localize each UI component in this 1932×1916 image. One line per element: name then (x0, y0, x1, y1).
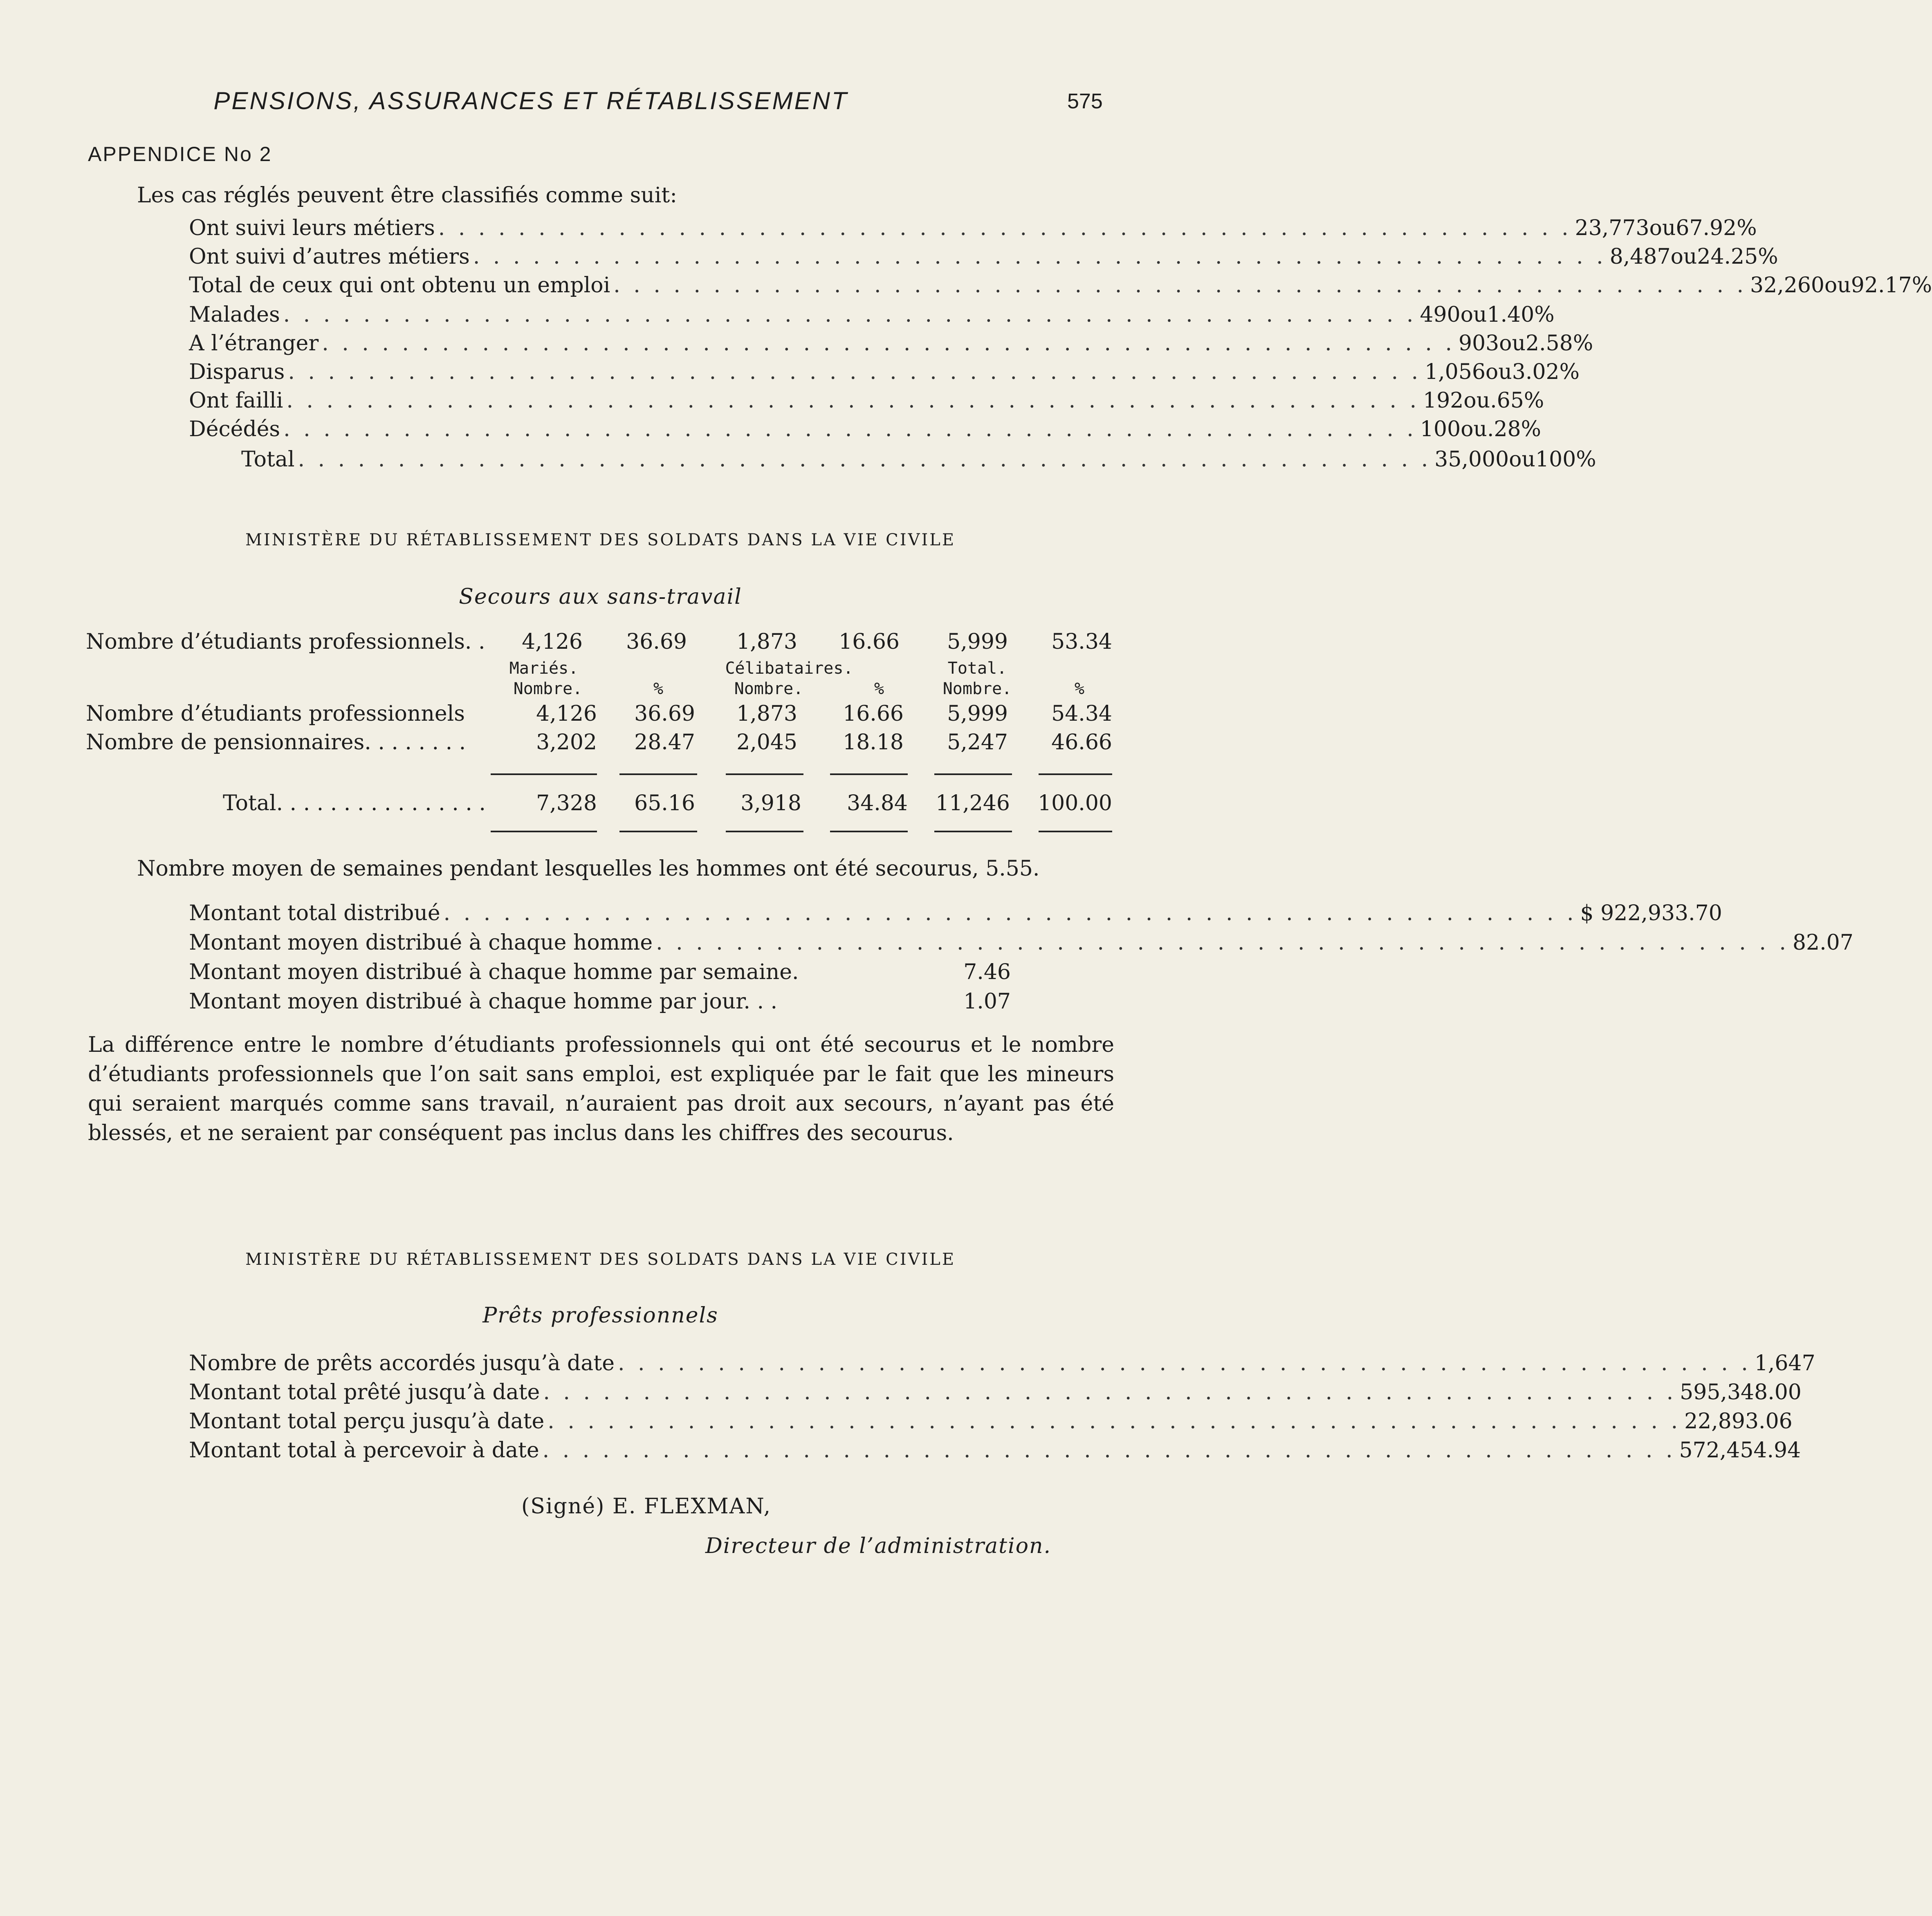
case-ou: ou (1670, 244, 1697, 269)
table-rule (830, 831, 908, 832)
table-rule (830, 773, 908, 775)
amount-label: Montant moyen distribué à chaque homme par semaine. (189, 960, 799, 984)
table-cell: 16.66 (839, 630, 900, 654)
table-rule (1039, 773, 1112, 775)
table-rule (491, 773, 597, 775)
intro-text: Les cas réglés peuvent être classifiés comme suit: (137, 183, 677, 208)
amount-row (189, 989, 1011, 1018)
loan-value: 572,454.94 (1679, 1438, 1801, 1463)
table-cell: 3,202 (536, 730, 597, 755)
leader-dots: . . . . . . . . . . . . . . . . . . . . . . . . . . . . . . . . . . . . . . . . . . . . . . . . . . . . . . . . . (542, 1438, 1676, 1463)
table-cell: 16.66 (843, 701, 904, 726)
case-row (189, 331, 1593, 360)
case-row (189, 360, 1580, 388)
signature-line: (Signé) E. FLEXMAN, (521, 1494, 772, 1519)
case-value: 23,773 (1575, 216, 1649, 240)
case-label: Total (241, 447, 295, 472)
case-value: 192 (1423, 388, 1464, 413)
case-ou: ou (1499, 331, 1526, 356)
column-header: % (1074, 679, 1085, 698)
table-cell: 36.69 (626, 630, 687, 654)
table-cell: 100.00 (1038, 791, 1112, 816)
table-cell: 46.66 (1051, 730, 1112, 755)
case-percent: 1.40% (1487, 303, 1555, 327)
leader-dots: . . . . . . . . . . . . . . . . . . . . . . . . . . . . . . . . . . . . . . . . . . . . . . . . . . . . . . . . . (322, 331, 1455, 356)
table-cell: 1,873 (736, 630, 797, 654)
column-group-header: Total. (947, 659, 1007, 678)
column-group-header: Célibataires. (725, 659, 853, 678)
column-header: % (653, 679, 664, 698)
leader-dots: . . . . . . . . . . . . . . . . . . . . . . . . . . . . . . . . . . . . . . . . . . . . . . . . . . . . . . . . . (283, 417, 1417, 441)
leader-dots: . . . . . . . . . . . . . . . . . . . . . . . . . . . . . . . . . . . . . . . . . . . . . . . . . . . . . . . . . (613, 273, 1747, 298)
case-value: 8,487 (1609, 244, 1671, 269)
leader-dots: . . . . . . . . . . . . . . . . . . . . . . . . . . . . . . . . . . . . . . . . . . . . . . . . . . . . . . . . . (548, 1409, 1681, 1434)
amount-row (189, 930, 1853, 959)
case-ou: ou (1485, 360, 1512, 384)
case-percent: 2.58% (1526, 331, 1593, 356)
loan-label: Montant total perçu jusqu’à date (189, 1409, 545, 1434)
case-row (189, 244, 1778, 273)
table-cell: 4,126 (522, 630, 583, 654)
case-percent: .28% (1487, 417, 1542, 441)
case-ou: ou (1649, 216, 1676, 240)
amount-label: Montant moyen distribué à chaque homme (189, 930, 653, 955)
table-cell: 28.47 (634, 730, 695, 755)
leader-dots: . . . . . . . . . . . . . . . . . . . . . . . . . . . . . . . . . . . . . . . . . . . . . . . . . . . . . . . . . (438, 216, 1572, 240)
column-header: % (874, 679, 884, 698)
case-row (189, 273, 1932, 302)
loan-row (189, 1351, 1815, 1380)
table-row-label: Nombre d’étudiants professionnels (86, 701, 465, 726)
table-cell: 53.34 (1051, 630, 1112, 654)
table-rule (726, 831, 803, 832)
ministry-heading: MINISTÈRE DU RÉTABLISSEMENT DES SOLDATS DANS LA VIE CIVILE (245, 531, 956, 549)
table-rule (619, 831, 697, 832)
average-weeks-text: Nombre moyen de semaines pendant lesquelles les hommes ont été secourus, 5.55. (137, 856, 1040, 881)
case-ou: ou (1461, 417, 1487, 441)
case-label: Ont suivi leurs métiers (189, 216, 435, 240)
amount-row (189, 960, 1011, 988)
loan-row (189, 1438, 1801, 1467)
table-rule (1039, 831, 1112, 832)
case-percent: .65% (1490, 388, 1544, 413)
amount-value: 82.07 (1792, 930, 1853, 955)
case-label: Ont failli (189, 388, 283, 413)
table-cell: 7,328 (536, 791, 597, 816)
note-paragraph: La différence entre le nombre d’étudiants professionnels qui ont été secourus et le nombre d’étudiants professionnels que l’on sait sans emploi, est expliquée par le fait que les mineurs qui seraient marqués comme sans travail, n’auraient pas droit aux secours, n’ayant pas été blessés, et ne seraient par conséquent pas inclus dans les chiffres des secourus. (88, 1033, 1114, 1145)
loan-row (189, 1409, 1793, 1438)
signatory-title: Directeur de l’administration. (705, 1534, 1052, 1558)
table-rule (619, 773, 697, 775)
amount-value: 1.07 (963, 989, 1011, 1014)
case-value: 490 (1420, 303, 1461, 327)
column-header: Nombre. (513, 679, 583, 698)
column-header: Nombre. (942, 679, 1012, 698)
table-cell: 1,873 (736, 701, 797, 726)
case-ou: ou (1463, 388, 1490, 413)
case-label: Total de ceux qui ont obtenu un emploi (189, 273, 610, 298)
case-label: Ont suivi d’autres métiers (189, 244, 470, 269)
case-percent: 92.17% (1851, 273, 1932, 298)
case-value: 35,000 (1434, 447, 1509, 472)
leader-dots: . . . . . . . . . . . . . . . . . . . . . . . . . . . . . . . . . . . . . . . . . . . . . . . . . . . . . . . . . (283, 303, 1417, 327)
case-value: 100 (1420, 417, 1461, 441)
table-cell: 2,045 (736, 730, 797, 755)
table-cell: 5,999 (947, 630, 1008, 654)
page-number: 575 (1067, 90, 1103, 113)
case-percent: 100% (1535, 447, 1596, 472)
loan-value: 22,893.06 (1684, 1409, 1793, 1434)
case-percent: 67.92% (1676, 216, 1757, 240)
section-subtitle: Secours aux sans-travail (459, 585, 742, 609)
loan-label: Nombre de prêts accordés jusqu’à date (189, 1351, 615, 1376)
table-cell: 54.34 (1051, 701, 1112, 726)
running-header (0, 87, 1201, 115)
table-rule (491, 831, 597, 832)
case-percent: 3.02% (1512, 360, 1580, 384)
amount-value: 7.46 (963, 960, 1011, 984)
table-rule (934, 831, 1012, 832)
case-label: A l’étranger (189, 331, 319, 356)
case-label: Malades (189, 303, 280, 327)
case-label: Disparus (189, 360, 285, 384)
case-row (189, 388, 1544, 417)
section-subtitle: Prêts professionnels (482, 1303, 718, 1328)
leader-dots: . . . . . . . . . . . . . . . . . . . . . . . . . . . . . . . . . . . . . . . . . . . . . . . . . . . . . . . . . (543, 1380, 1677, 1405)
table-row-label: Nombre de pensionnaires. . . . . . . . (86, 730, 466, 755)
appendix-heading: APPENDICE No 2 (88, 143, 272, 166)
case-percent: 24.25% (1697, 244, 1778, 269)
case-ou: ou (1509, 447, 1536, 472)
leader-dots: . . . . . . . . . . . . . . . . . . . . . . . . . . . . . . . . . . . . . . . . . . . . . . . . . . . . . . . . . (443, 901, 1577, 926)
case-value: 903 (1459, 331, 1499, 356)
leader-dots: . . . . . . . . . . . . . . . . . . . . . . . . . . . . . . . . . . . . . . . . . . . . . . . . . . . . . . . . . (286, 388, 1420, 413)
table-cell: 34.84 (847, 791, 908, 816)
loan-label: Montant total à percevoir à date (189, 1438, 539, 1463)
table-cell: 5,247 (947, 730, 1008, 755)
running-header-text: PENSIONS, ASSURANCES ET RÉTABLISSEMENT (213, 87, 848, 114)
case-value: 32,260 (1750, 273, 1824, 298)
amount-row (189, 901, 1722, 930)
column-group-header: Mariés. (509, 659, 579, 678)
table-rule (934, 773, 1012, 775)
loan-row (189, 1380, 1802, 1409)
table-row-label: Nombre d’étudiants professionnels. . (86, 630, 485, 654)
leader-dots: . . . . . . . . . . . . . . . . . . . . . . . . . . . . . . . . . . . . . . . . . . . . . . . . . . . . . . . . . (656, 930, 1789, 955)
table-cell: 18.18 (843, 730, 904, 755)
table-rule (726, 773, 803, 775)
leader-dots: . . . . . . . . . . . . . . . . . . . . . . . . . . . . . . . . . . . . . . . . . . . . . . . . . . . . . . . . . (617, 1351, 1751, 1376)
loan-value: 1,647 (1754, 1351, 1815, 1376)
amount-label: Montant moyen distribué à chaque homme par jour. . . (189, 989, 778, 1014)
loan-label: Montant total prêté jusqu’à date (189, 1380, 540, 1405)
leader-dots: . . . . . . . . . . . . . . . . . . . . . . . . . . . . . . . . . . . . . . . . . . . . . . . . . . . . . . . . . (298, 447, 1432, 472)
case-ou: ou (1824, 273, 1851, 298)
case-total-row (241, 447, 1596, 476)
leader-dots: . . . . . . . . . . . . . . . . . . . . . . . . . . . . . . . . . . . . . . . . . . . . . . . . . . . . . . . . . (473, 244, 1607, 269)
table-cell: 3,918 (740, 791, 801, 816)
leader-dots: . . . . . . . . . . . . . . . . . . . . . . . . . . . . . . . . . . . . . . . . . . . . . . . . . . . . . . . . . (288, 360, 1422, 384)
table-cell: 5,999 (947, 701, 1008, 726)
column-header: Nombre. (734, 679, 803, 698)
table-cell: 36.69 (634, 701, 695, 726)
case-row (189, 216, 1757, 244)
amount-value: $ 922,933.70 (1580, 901, 1722, 926)
table-cell: 4,126 (536, 701, 597, 726)
case-ou: ou (1460, 303, 1487, 327)
table-total-label: Total. . . . . . . . . . . . . . . . (223, 791, 486, 816)
table-cell: 11,246 (936, 791, 1010, 816)
table-cell: 65.16 (634, 791, 695, 816)
amount-label: Montant total distribué (189, 901, 440, 926)
case-label: Décédés (189, 417, 280, 441)
loan-value: 595,348.00 (1680, 1380, 1802, 1405)
case-row (189, 303, 1555, 331)
case-row (189, 417, 1542, 446)
case-value: 1,056 (1425, 360, 1486, 384)
ministry-heading: MINISTÈRE DU RÉTABLISSEMENT DES SOLDATS DANS LA VIE CIVILE (245, 1250, 956, 1269)
